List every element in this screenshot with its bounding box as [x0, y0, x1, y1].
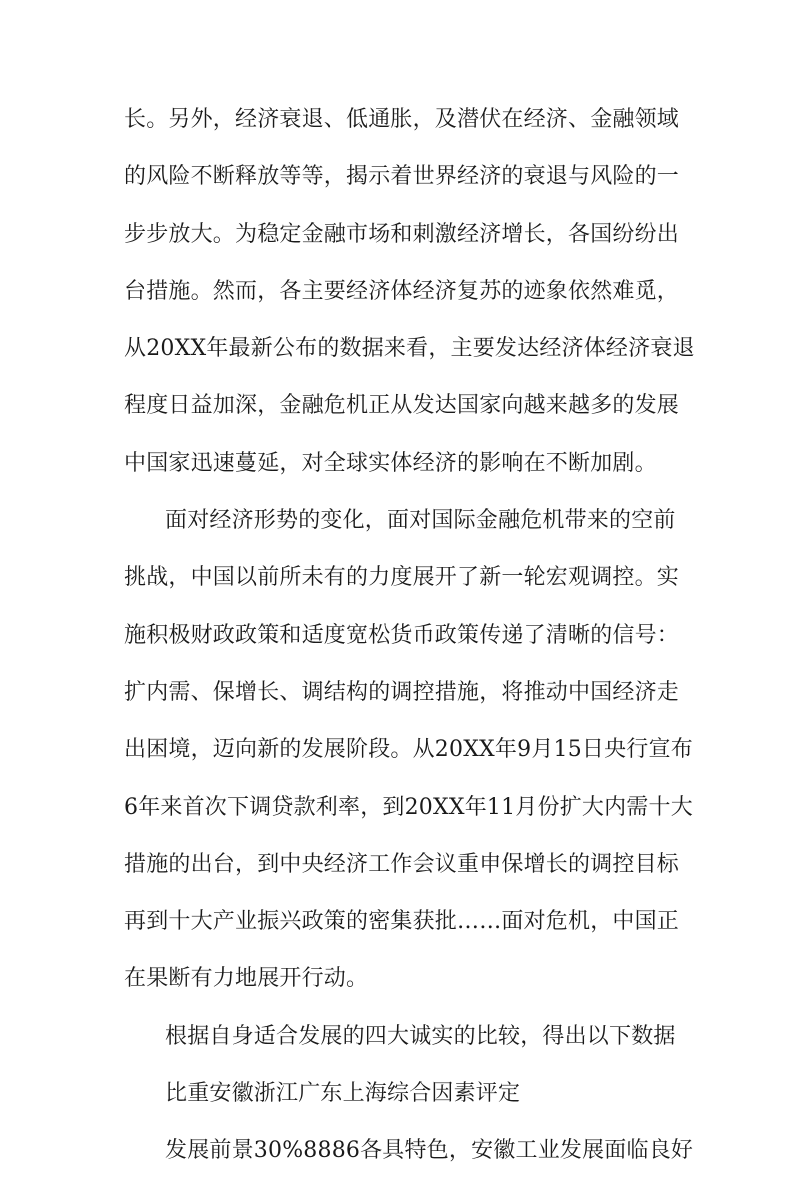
- text-line: 中国家迅速蔓延，对全球实体经济的影响在不断加剧。: [124, 450, 657, 476]
- text-line: 程度日益加深，金融危机正从发达国家向越来越多的发展: [124, 393, 680, 419]
- text-line: 扩内需、保增长、调结构的调控措施，将推动中国经济走: [124, 679, 680, 705]
- paragraph-start-line: 发展前景30%8886各具特色，安徽工业发展面临良好: [165, 1138, 694, 1164]
- text-line: 6年来首次下调贷款利率，到20XX年11月份扩大内需十大: [124, 794, 693, 820]
- text-line: 长。另外，经济衰退、低通胀，及潜伏在经济、金融领域: [124, 107, 680, 132]
- text-line: 的风险不断释放等等，揭示着世界经济的衰退与风险的一: [124, 164, 680, 190]
- text-line: 出困境，迈向新的发展阶段。从20XX年9月15日央行宣布: [124, 737, 693, 763]
- text-line: 台措施。然而，各主要经济体经济复苏的迹象依然难觅，: [124, 278, 680, 304]
- text-line: 挑战，中国以前所未有的力度展开了新一轮宏观调控。实: [124, 565, 680, 591]
- paragraph-start-line: 面对经济形势的变化，面对国际金融危机带来的空前: [165, 508, 676, 534]
- text-line: 措施的出台，到中央经济工作会议重申保增长的调控目标: [124, 851, 680, 877]
- paragraph-start-line: 比重安徽浙江广东上海综合因素评定: [165, 1081, 521, 1107]
- body-text: [124, 91, 695, 1180]
- text-line: 在果断有力地展开行动。: [124, 966, 369, 992]
- text-line: 从20XX年最新公布的数据来看，主要发达经济体经济衰退: [124, 336, 695, 362]
- text-line: 再到十大产业振兴政策的密集获批……面对危机，中国正: [124, 909, 680, 935]
- text-line: 施积极财政政策和适度宽松货币政策传递了清晰的信号：: [124, 622, 680, 648]
- text-line: 步步放大。为稳定金融市场和刺激经济增长，各国纷纷出: [124, 221, 680, 247]
- paragraph-start-line: 根据自身适合发展的四大诚实的比较，得出以下数据: [165, 1023, 676, 1049]
